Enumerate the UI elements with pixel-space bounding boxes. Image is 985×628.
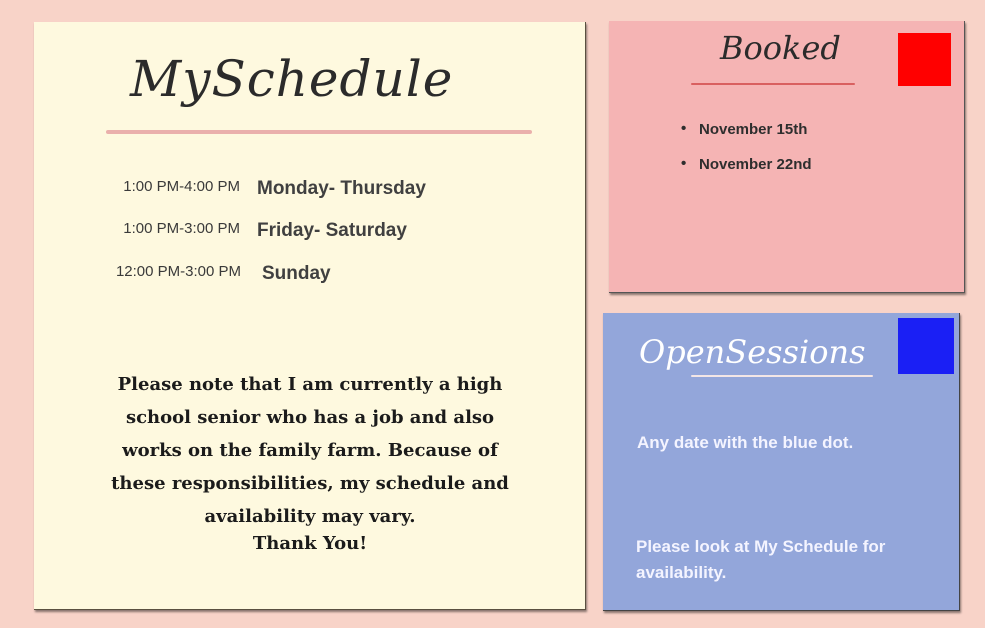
open-sessions-card bbox=[603, 313, 960, 611]
thank-you-text: Thank You! bbox=[252, 533, 368, 554]
schedule-row bbox=[34, 263, 586, 289]
booked-date-item bbox=[681, 156, 812, 191]
booked-date: November 22nd bbox=[699, 156, 812, 173]
open-sessions-info: Any date with the blue dot. bbox=[637, 433, 854, 452]
schedule-time: 12:00 PM-3:00 PM bbox=[115, 263, 241, 280]
blue-marker-square bbox=[898, 318, 954, 374]
booked-dates-list bbox=[681, 121, 812, 191]
booked-card bbox=[609, 21, 965, 293]
open-sessions-instruction: Please look at My Schedule for availability. bbox=[636, 537, 886, 582]
booked-date-item bbox=[681, 121, 812, 156]
bullet-icon: • bbox=[681, 120, 687, 137]
title-underline bbox=[691, 83, 855, 85]
schedule-days: Monday- Thursday bbox=[257, 178, 426, 199]
schedule-days: Friday- Saturday bbox=[257, 220, 407, 241]
bullet-icon: • bbox=[681, 155, 687, 172]
schedule-title: MySchedule bbox=[130, 50, 454, 108]
booked-date: November 15th bbox=[699, 121, 808, 138]
title-underline bbox=[106, 130, 532, 134]
schedule-row bbox=[34, 220, 586, 246]
open-sessions-title: OpenSessions bbox=[639, 333, 866, 371]
schedule-time: 1:00 PM-3:00 PM bbox=[123, 220, 240, 237]
title-underline bbox=[691, 375, 873, 377]
schedule-note: Please note that I am currently a high school senior who has a job and also works on the family farm. Because of these responsibilities, my schedule and availability may vary. bbox=[111, 374, 509, 527]
schedule-card bbox=[34, 22, 586, 610]
schedule-row bbox=[34, 178, 586, 204]
red-marker-square bbox=[898, 33, 951, 86]
schedule-time: 1:00 PM-4:00 PM bbox=[123, 178, 240, 195]
schedule-days: Sunday bbox=[262, 263, 331, 284]
booked-title: Booked bbox=[720, 29, 841, 67]
